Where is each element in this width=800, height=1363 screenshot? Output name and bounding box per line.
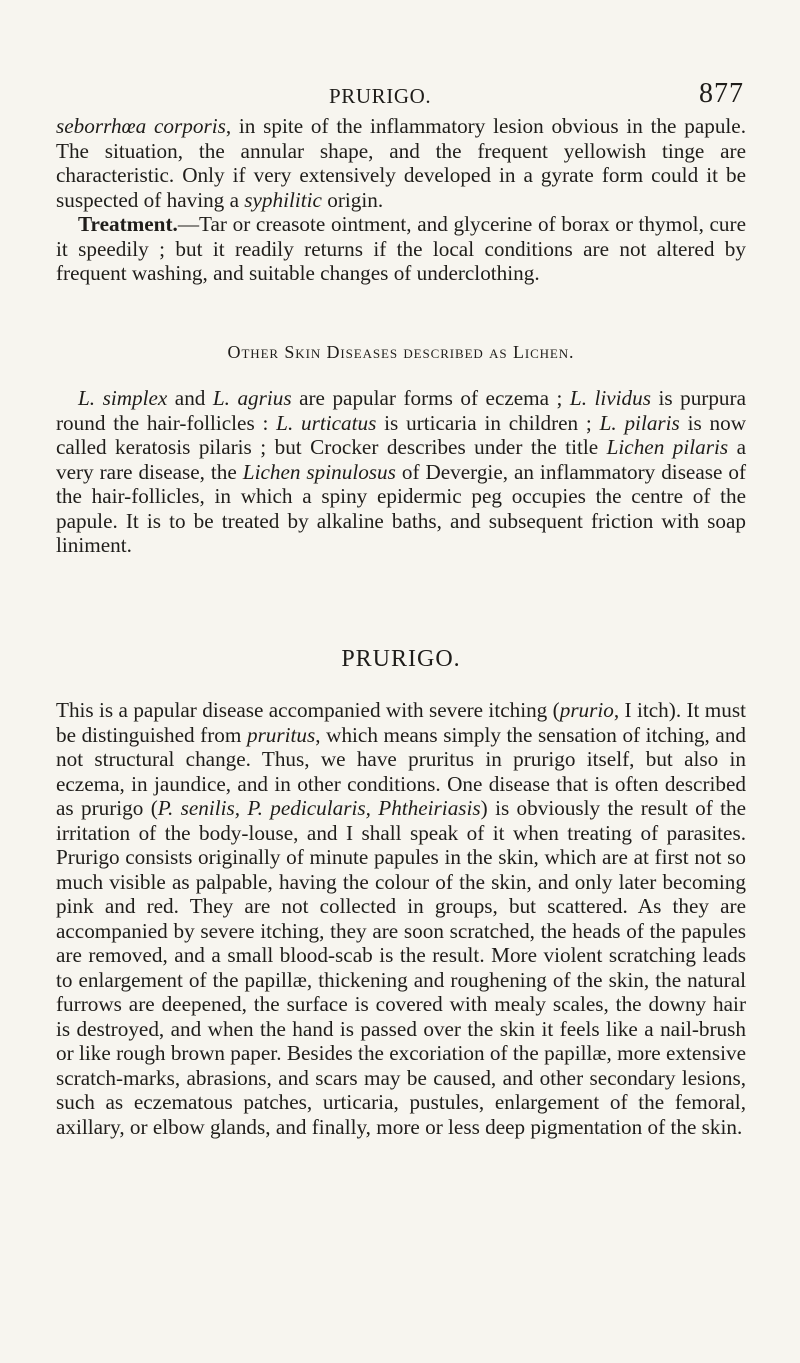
lichen-lividus-term: L. lividus bbox=[569, 386, 651, 410]
seborrhoea-text-2: origin. bbox=[321, 187, 384, 212]
lichen-text-block bbox=[56, 386, 746, 558]
lichen-text-1: and bbox=[167, 386, 213, 410]
pruritus-term: pruritus bbox=[246, 722, 316, 747]
prurigo-text-3: , which means simply the sensation of itching, and not structural change. Thus, we have pruritus in prurigo itself, but also in eczema, in jaundice, and in other conditions. One disease that is often described as prurigo ( bbox=[56, 722, 747, 820]
prurio-term: prurio bbox=[559, 698, 614, 722]
seborrhoea-term: seborrhœa corporis bbox=[56, 114, 226, 138]
lichen-agrius-term: L. agrius bbox=[212, 386, 292, 410]
prurigo-paragraph bbox=[56, 698, 746, 1139]
lichen-urticatus-term: L. urticatus bbox=[276, 410, 377, 435]
lichen-pilaris-term: L. pilaris bbox=[599, 410, 680, 435]
seborrhoea-text-1: , in spite of the inflammatory lesion obvious in the papule. The situation, the annular shape, and the frequent yellowish tinge are characteristic. Only if very extensively developed in a gyrate form could it be suspected of having a bbox=[56, 114, 746, 212]
running-title: PRURIGO. bbox=[329, 84, 432, 108]
lichen-pilaris-title-term: Lichen pilaris bbox=[606, 435, 729, 459]
lichen-text-2: are papular forms of eczema ; bbox=[291, 386, 570, 410]
syphilitic-term: syphilitic bbox=[244, 187, 322, 212]
seborrhoea-paragraph bbox=[56, 114, 746, 212]
prurigo-section-title: PRURIGO. bbox=[341, 646, 461, 672]
lichen-text-3: is purpura round the hair-follicles : bbox=[56, 386, 746, 435]
treatment-label: Treatment. bbox=[78, 212, 178, 236]
lichen-text-4: is urticaria in children ; bbox=[376, 410, 600, 435]
top-text-block bbox=[56, 114, 746, 286]
prurigo-text-1: This is a papular disease accompanied with severe itching ( bbox=[56, 698, 560, 722]
treatment-text: —Tar or creasote ointment, and glycerine of borax or thymol, cure it speedily ; but it readily returns if the local conditions are not altered by frequent washing, and suitable changes of underclothing. bbox=[56, 212, 746, 285]
prurigo-variants-term: P. senilis, P. pedicularis, Phtheiriasis bbox=[157, 796, 481, 820]
page-number: 877 bbox=[699, 78, 744, 109]
prurigo-text-4: ) is obviously the result of the irritation of the body-louse, and I shall speak of it when treating of parasites. Prurigo consists originally of minute papules in the skin, which are at first not so much visible as palpable, having the colour of the skin, and only later becoming pink and red. They are not collected in groups, but scattered. As they are accompanied by severe itching, they are soon scratched, the heads of the papules are removed, and a small blood-scab is the result. More violent scratching leads to enlargement of the papillæ, thickening and roughening of the skin, the natural furrows are deepened, the surface is covered with mealy scales, the downy hair is destroyed, and when the hand is passed over the skin it feels like a nail-brush or like rough brown paper. Besides the excoriation of the papillæ, more extensive scratch-marks, abrasions, and scars may be caused, and other secondary lesions, such as eczematous patches, urticaria, pustules, enlargement of the femoral, axillary, or elbow glands, and finally, more or less deep pigmentation of the skin. bbox=[56, 796, 747, 1139]
running-header bbox=[56, 78, 746, 112]
lichen-text-5: is now called keratosis pilaris ; but Crocker describes under the title bbox=[56, 410, 747, 459]
book-page bbox=[56, 78, 746, 1318]
other-skin-diseases-heading: Other Skin Diseases described as Lichen. bbox=[227, 342, 575, 362]
lichen-spinulosus-term: Lichen spinulosus bbox=[242, 459, 396, 484]
prurigo-text-block bbox=[56, 698, 746, 1139]
lichen-simplex-term: L. simplex bbox=[78, 386, 168, 410]
lichen-text-6: a very rare disease, the bbox=[56, 435, 746, 484]
lichen-text-7: of Devergie, an inflammatory disease of the hair-follicles, in which a spiny epidermic peg occupies the centre of the papule. It is to be treated by alkaline baths, and subsequent friction with soap liniment. bbox=[56, 459, 747, 557]
prurigo-text-2: , I itch). It must be distinguished from bbox=[56, 698, 747, 747]
lichen-paragraph bbox=[56, 386, 746, 558]
treatment-paragraph bbox=[56, 212, 746, 286]
